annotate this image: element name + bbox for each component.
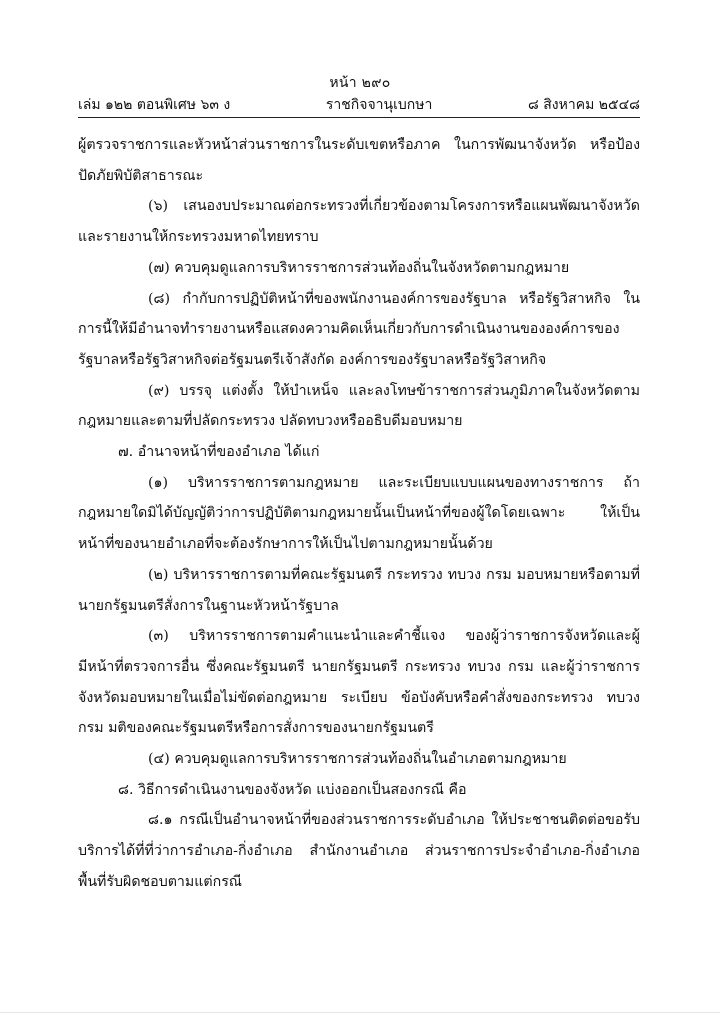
paragraph-item-7: (๗) ควบคุมดูแลการบริหารราชการส่วนท้องถิ่นในจังหวัดตามกฎหมาย (148, 259, 570, 276)
paragraph-7-item-4: (๔) ควบคุมดูแลการบริหารราชการส่วนท้องถิ่นในอำเภอตามกฎหมาย (148, 751, 567, 768)
paragraph-7-item-1: (๑) บริหารราชการตามกฎหมาย และระเบียบแบบแผนของทางราชการ ถ้ากฎหมายใดมิได้บัญญัติว่าการปฏิบัติตามกฎหมายนั้นเป็นหน้าที่ของผู้ใดโดยเฉพาะ ให้เป็นหน้าที่ของนายอำเภอที่จะต้องรักษาการให้เป็นไปตามกฎหมายนั้นด้วย (78, 474, 640, 553)
paragraph-8-1: ๘.๑ กรณีเป็นอำนาจหน้าที่ของส่วนราชการระดับอำเภอ ให้ประชาชนติดต่อขอรับบริการได้ที่ที่ว่าการอำเภอ-กิ่งอำเภอ สำนักงานอำเภอ ส่วนราชการประจำอำเภอ-กิ่งอำเภอ พื้นที่รับผิดชอบตามแต่กรณี (78, 812, 640, 890)
document-body (78, 130, 640, 898)
section-heading-7: ๗. อำนาจหน้าที่ของอำเภอ ได้แก่ (118, 444, 320, 461)
running-header (78, 94, 640, 116)
paragraph-item-6: (๖) เสนองบประมาณต่อกระทรวงที่เกี่ยวข้องตามโครงการหรือแผนพัฒนาจังหวัด และรายงานให้กระทรวงมหาดไทยทราบ (78, 198, 640, 246)
header-rule (78, 117, 640, 118)
volume-issue: เล่ม ๑๒๒ ตอนพิเศษ ๖๓ ง (78, 97, 231, 113)
paragraph-continuation: ผู้ตรวจราชการและหัวหน้าส่วนราชการในระดับเขตหรือภาค ในการพัฒนาจังหวัด หรือป้องปัดภัยพิบัติสาธารณะ (78, 137, 640, 184)
publication-date: ๘ สิงหาคม ๒๕๔๘ (527, 97, 640, 113)
publication-title: ราชกิจจานุเบกษา (325, 97, 433, 113)
section-heading-8: ๘. วิธีการดำเนินงานของจังหวัด แบ่งออกเป็นสองกรณี คือ (118, 781, 467, 798)
paragraph-7-item-2: (๒) บริหารราชการตามที่คณะรัฐมนตรี กระทรวง ทบวง กรม มอบหมายหรือตามที่นายกรัฐมนตรีสั่งการในฐานะหัวหน้ารัฐบาล (78, 566, 640, 614)
page-number: หน้า ๒๙๐ (329, 75, 391, 91)
paragraph-7-item-3: (๓) บริหารราชการตามคำแนะนำและคำชี้แจง ของผู้ว่าราชการจังหวัดและผู้มีหน้าที่ตรวจการอื่น ซึ่งคณะรัฐมนตรี นายกรัฐมนตรี กระทรวง ทบวง กรม และผู้ว่าราชการจังหวัดมอบหมายในเมื่อไม่ขัดต่อกฎหมาย ระเบียบ ข้อบังคับหรือคำสั่งของกระทรวง ทบวง กรม มติของคณะรัฐมนตรีหรือการสั่งการของนายกรัฐมนตรี (78, 628, 640, 737)
paragraph-item-8: (๘) กำกับการปฏิบัติหน้าที่ของพนักงานองค์การของรัฐบาล หรือรัฐวิสาหกิจ ในการนี้ให้มีอำนาจทำรายงานหรือแสดงความคิดเห็นเกี่ยวกับการดำเนินงานขององค์การของรัฐบาลหรือรัฐวิสาหกิจต่อรัฐมนตรีเจ้าสังกัด องค์การของรัฐบาลหรือรัฐวิสาหกิจ (78, 290, 640, 368)
page-bottom-divider (0, 1012, 720, 1013)
paragraph-item-9: (๙) บรรจุ แต่งตั้ง ให้บำเหน็จ และลงโทษข้าราชการส่วนภูมิภาคในจังหวัดตามกฎหมายและตามที่ปลัดกระทรวง ปลัดทบวงหรืออธิบดีมอบหมาย (78, 382, 640, 430)
